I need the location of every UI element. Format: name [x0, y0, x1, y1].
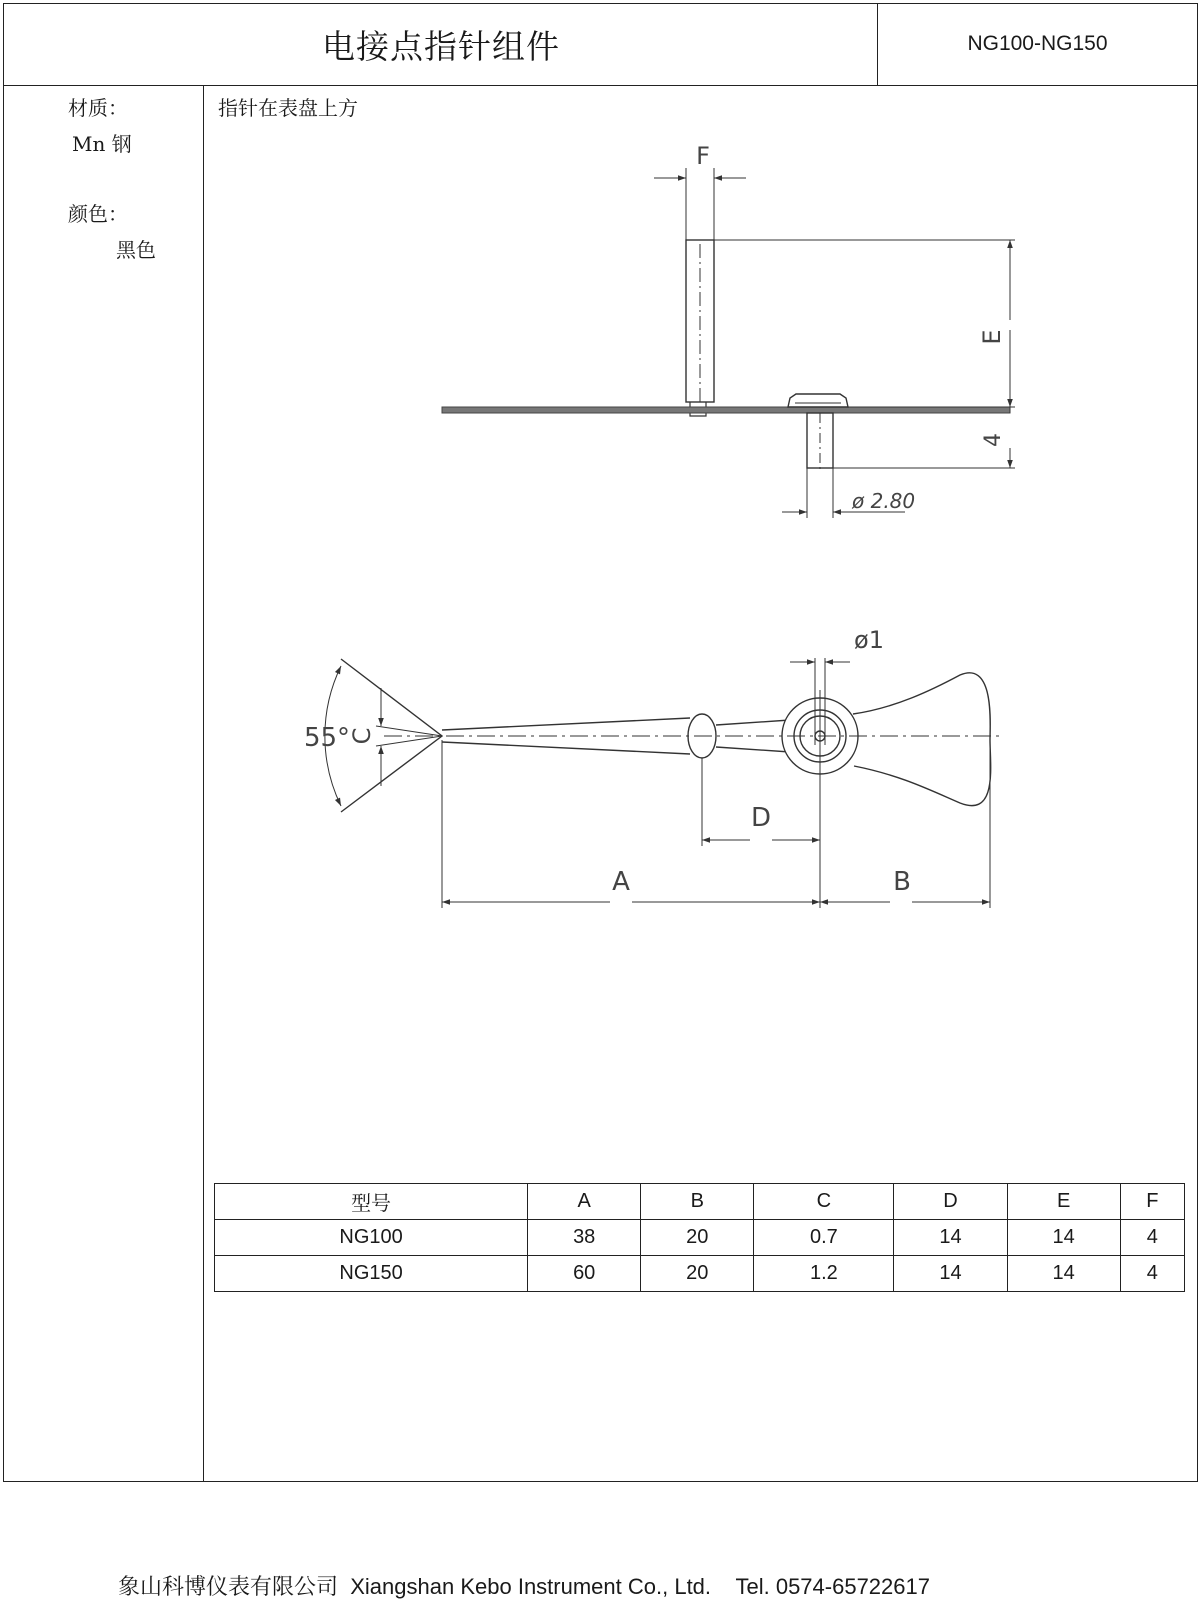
table-cell: 14 — [894, 1220, 1007, 1256]
table-cell: 14 — [1007, 1220, 1120, 1256]
header-E: E — [1007, 1184, 1120, 1220]
footer-company-cn: 象山科博仪表有限公司 — [118, 1575, 339, 1600]
spec-table — [214, 1183, 1185, 1292]
color-label: 颜色： — [68, 202, 128, 226]
pointer-shaft-bottom — [442, 742, 690, 754]
pointer-shaft-top — [442, 718, 690, 730]
header-C: C — [754, 1184, 894, 1220]
material-label: 材质： — [68, 96, 128, 120]
footer-tel: Tel. 0574-65722617 — [735, 1574, 930, 1599]
label-height-4: 4 — [981, 433, 1006, 447]
table-cell: 1.2 — [754, 1256, 894, 1292]
label-hole-diameter: ø1 — [854, 626, 884, 654]
table-cell: 20 — [641, 1256, 754, 1292]
table-cell: 14 — [894, 1256, 1007, 1292]
label-diameter-2-80: ø 2.80 — [852, 489, 916, 513]
table-cell: 60 — [528, 1256, 641, 1292]
table-cell: NG100 — [215, 1220, 528, 1256]
header-D: D — [894, 1184, 1007, 1220]
table-row — [215, 1220, 1185, 1256]
hub-cap — [788, 394, 848, 407]
label-E: E — [978, 329, 1006, 345]
page-title: 电接点指针组件 — [322, 26, 560, 66]
header-F: F — [1120, 1184, 1184, 1220]
table-cell: NG150 — [215, 1256, 528, 1292]
label-A: A — [612, 867, 630, 897]
header-B: B — [641, 1184, 754, 1220]
label-D: D — [750, 803, 772, 833]
model-range: NG100-NG150 — [967, 32, 1108, 55]
drawing-caption: 指针在表盘上方 — [218, 96, 358, 120]
side-view — [442, 168, 1015, 518]
table-header-row — [215, 1184, 1185, 1220]
color-value: 黑色 — [116, 238, 156, 262]
table-cell: 38 — [528, 1220, 641, 1256]
pointer-plate — [442, 407, 1010, 413]
label-C: C — [348, 727, 376, 745]
label-angle-55: 55° — [303, 723, 351, 753]
label-B: B — [893, 867, 911, 897]
label-F: F — [696, 142, 710, 170]
footer-company-en: Xiangshan Kebo Instrument Co., Ltd. — [350, 1574, 712, 1599]
table-cell: 4 — [1120, 1256, 1184, 1292]
pointer-tail — [853, 673, 991, 806]
table-cell: 4 — [1120, 1220, 1184, 1256]
table-cell: 20 — [641, 1220, 754, 1256]
footer — [118, 1570, 930, 1601]
material-value: Mn 钢 — [72, 132, 132, 156]
header-A: A — [528, 1184, 641, 1220]
table-cell: 14 — [1007, 1256, 1120, 1292]
header-model: 型号 — [215, 1184, 528, 1220]
table-cell: 0.7 — [754, 1220, 894, 1256]
table-row — [215, 1256, 1185, 1292]
